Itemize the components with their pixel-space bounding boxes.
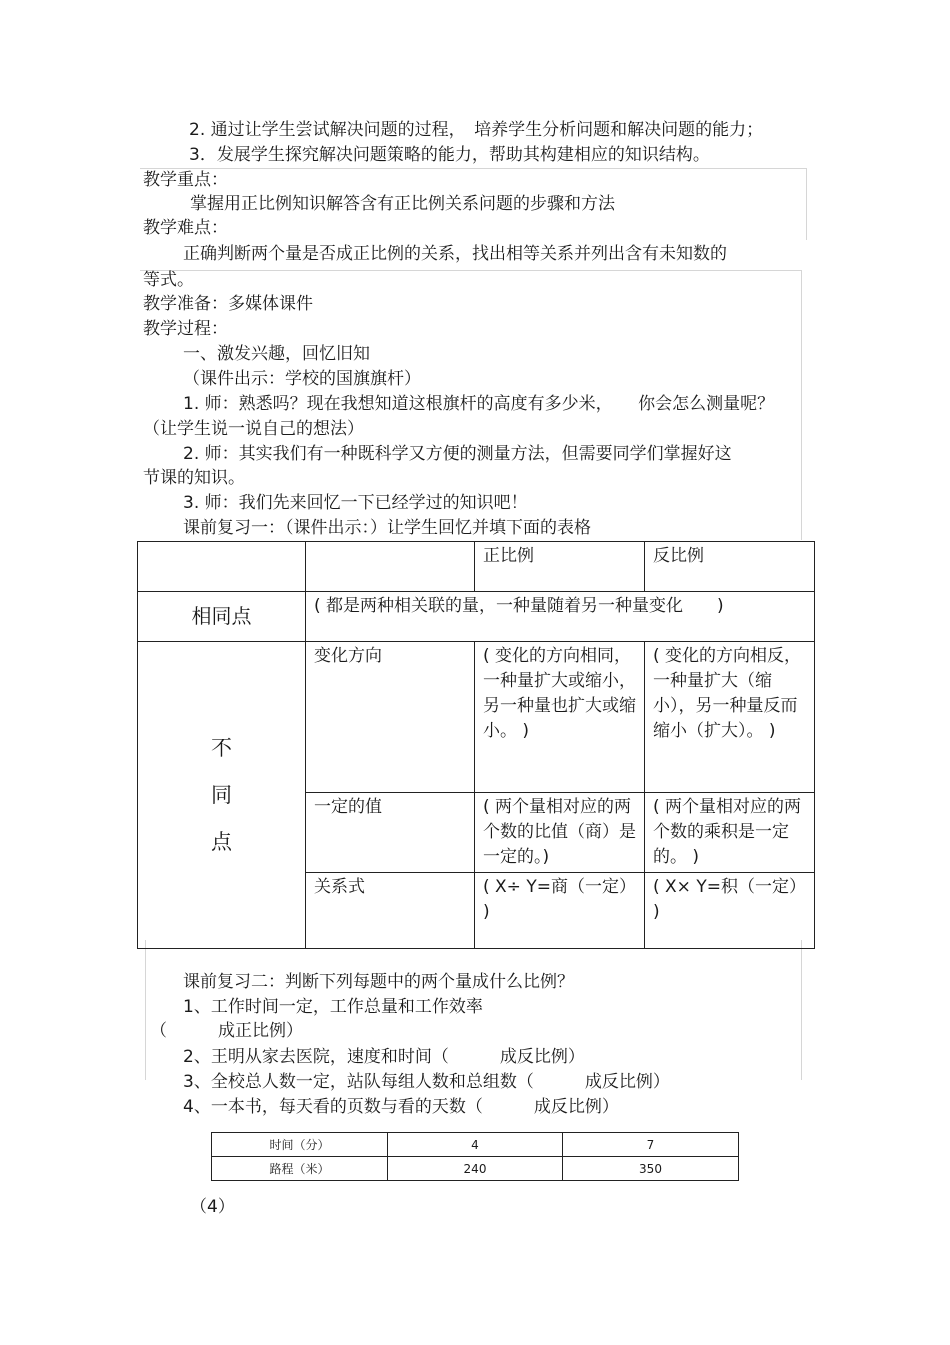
table-cell: 350 <box>563 1157 739 1181</box>
footer-label: （4） <box>190 1197 235 1217</box>
scan-line <box>140 270 802 271</box>
table-cell: 时间（分） <box>212 1133 388 1157</box>
direction-direct: ( 变化的方向相同，一种量扩大或缩小，另一种量也扩大或缩小。 ) <box>475 642 645 793</box>
formula-direct: ( X÷ Y=商（一定） ) <box>475 873 645 949</box>
row-label-constant: 一定的值 <box>306 793 475 873</box>
table-row <box>212 1157 739 1181</box>
review-2-item-2: 2、王明从家去医院，速度和时间（ 成反比例） <box>183 1047 585 1067</box>
table-cell: 7 <box>563 1133 739 1157</box>
formula-inverse: ( X× Y=积（一定） ) <box>645 873 815 949</box>
same-point-label: 相同点 <box>138 592 306 642</box>
difference-char: 点 <box>211 829 232 854</box>
constant-direct: ( 两个量相对应的两个数的比值（商）是一定的。) <box>475 793 645 873</box>
constant-inverse: ( 两个量相对应的两个数的乘积是一定的。 ) <box>645 793 815 873</box>
table-cell: 4 <box>388 1133 563 1157</box>
review-2-item-1-line-1: 1、工作时间一定，工作总量和工作效率 <box>183 997 483 1017</box>
review-2-item-3: 3、全校总人数一定，站队每组人数和总组数（ 成反比例） <box>183 1072 670 1092</box>
question-3: 3. 师：我们先来回忆一下已经学过的知识吧！ <box>183 493 528 513</box>
table-cell-empty <box>306 542 475 592</box>
question-2-line-1: 2. 师：其实我们有一种既科学又方便的测量方法，但需要同学们掌握好这 <box>183 444 732 464</box>
header-inverse-proportion: 反比例 <box>645 542 815 592</box>
question-1-line-1: 1. 师：熟悉吗？现在我想知道这根旗杆的高度有多少米， 你会怎么测量呢？ <box>183 394 775 414</box>
same-point-text: ( 都是两种相关联的量，一种量随着另一种量变化 ) <box>306 592 815 642</box>
table-row <box>138 542 815 592</box>
table-cell: 路程（米） <box>212 1157 388 1181</box>
question-1-line-2: （让学生说一说自己的想法） <box>143 419 364 439</box>
comparison-table <box>137 541 815 949</box>
header-direct-proportion: 正比例 <box>475 542 645 592</box>
key-point-label: 教学重点： <box>143 170 228 190</box>
row-label-formula: 关系式 <box>306 873 475 949</box>
scan-line <box>801 940 802 1080</box>
courseware-note: （课件出示：学校的国旗旗杆） <box>183 369 421 389</box>
goal-3: 3．发展学生探究解决问题策略的能力，帮助其构建相应的知识结构。 <box>189 145 710 165</box>
key-point-text: 掌握用正比例知识解答含有正比例关系问题的步骤和方法 <box>190 194 615 214</box>
section-1-heading: 一、激发兴趣，回忆旧知 <box>183 344 370 364</box>
review-2-title: 课前复习二：判断下列每题中的两个量成什么比例？ <box>183 972 574 992</box>
question-2-line-2: 节课的知识。 <box>143 468 245 488</box>
goal-2: 2. 通过让学生尝试解决问题的过程， 培养学生分析问题和解决问题的能力； <box>189 120 764 140</box>
table-cell-empty <box>138 542 306 592</box>
difference-char: 不 <box>211 735 232 760</box>
time-distance-table <box>211 1132 739 1181</box>
difficulty-label: 教学难点： <box>143 218 228 238</box>
difficulty-line-1: 正确判断两个量是否成正比例的关系，找出相等关系并列出含有未知数的 <box>183 244 727 264</box>
process-label: 教学过程： <box>143 319 228 339</box>
review-1-intro: 课前复习一：（课件出示：）让学生回忆并填下面的表格 <box>183 518 591 538</box>
difficulty-line-2: 等式。 <box>143 270 194 290</box>
table-row <box>138 592 815 642</box>
table-row <box>138 642 815 793</box>
review-2-item-4: 4、一本书，每天看的页数与看的天数（ 成反比例） <box>183 1097 619 1117</box>
difference-label <box>138 642 306 949</box>
scan-line <box>801 270 802 540</box>
scan-line <box>806 168 807 240</box>
difference-char: 同 <box>211 782 232 807</box>
preparation: 教学准备：多媒体课件 <box>143 294 313 314</box>
review-2-item-1-line-2: （ 成正比例） <box>150 1021 303 1041</box>
table-row <box>212 1133 739 1157</box>
table-cell: 240 <box>388 1157 563 1181</box>
scan-line <box>145 940 146 1080</box>
direction-inverse: ( 变化的方向相反，一种量扩大（缩小），另一种量反而缩小（扩大）。 ) <box>645 642 815 793</box>
row-label-direction: 变化方向 <box>306 642 475 793</box>
scan-line <box>140 168 807 169</box>
